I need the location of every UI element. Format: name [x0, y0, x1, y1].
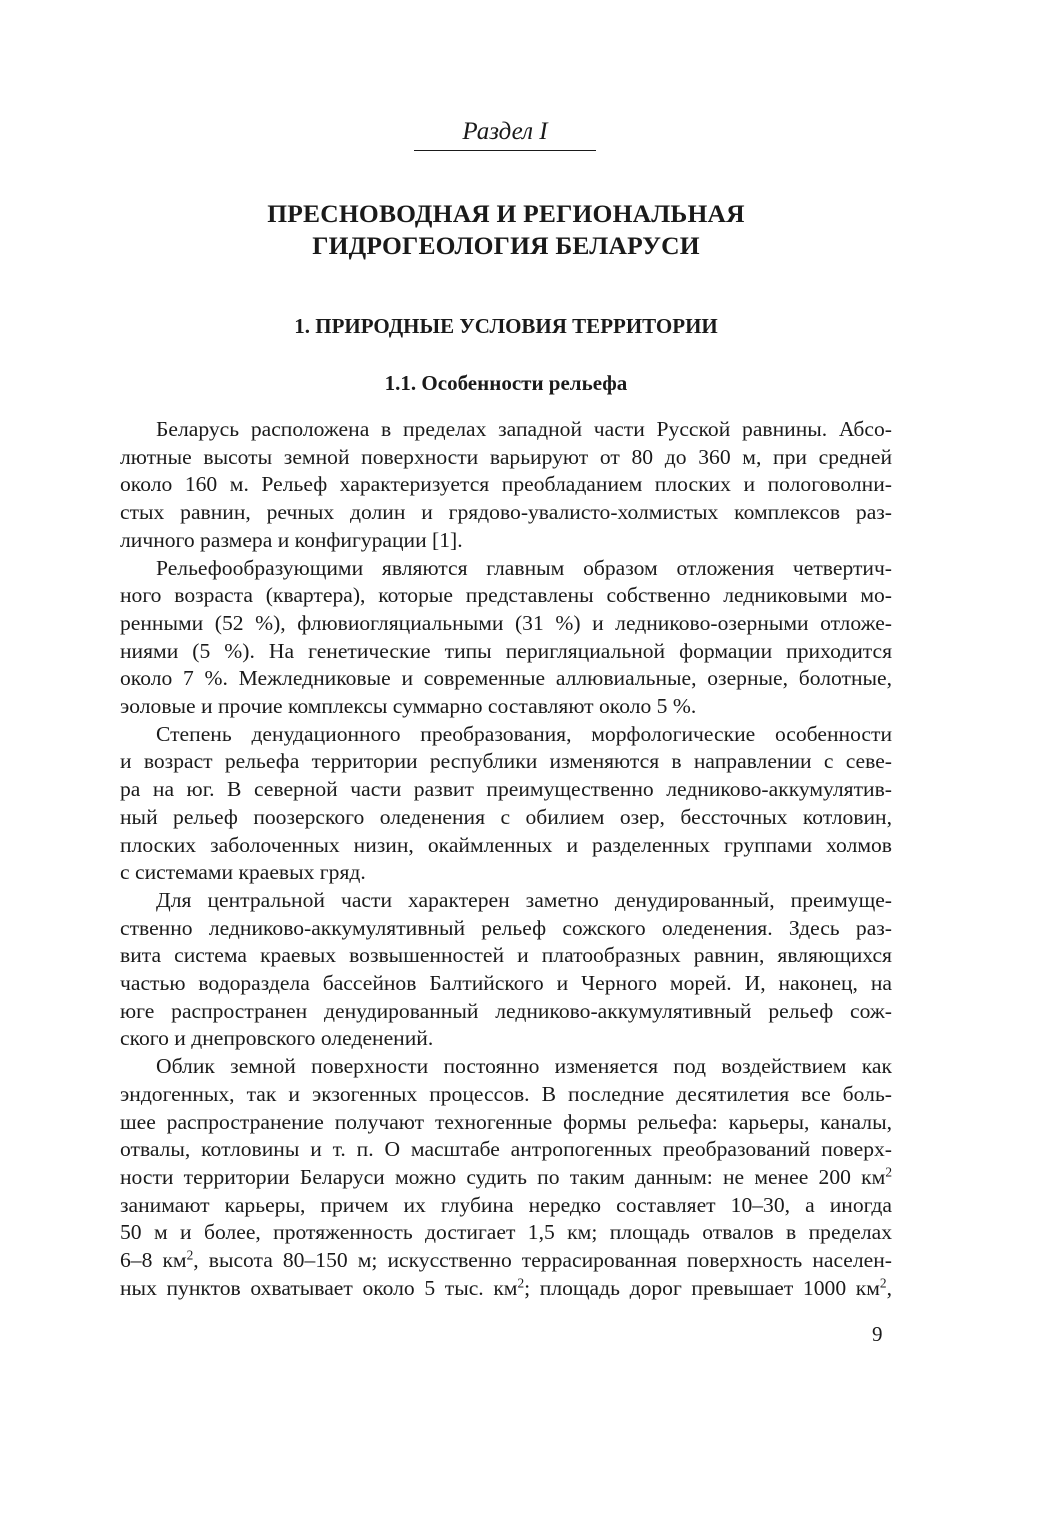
text-line: ского и днепровского оледенений.	[120, 1026, 434, 1051]
text-line: отвалы, котловины и т. п. О масштабе антропогенных преобразований поверх-	[120, 1137, 892, 1162]
paragraph	[120, 721, 892, 887]
text-line: занимают карьеры, причем их глубина нередко составляет 10–30, а иногда	[120, 1192, 892, 1217]
main-title-line: ГИДРОГЕОЛОГИЯ БЕЛАРУСИ	[312, 231, 700, 260]
text-line: ного возраста (квартера), которые представлены собственно ледниковыми мо-	[120, 583, 892, 608]
text-line: ный рельеф поозерского оледенения с обилием озер, бессточных котловин,	[120, 804, 892, 829]
text-line: Степень денудационного преобразования, морфологические особенности	[156, 721, 892, 746]
text-line: около 7 %. Межледниковые и современные аллювиальные, озерные, болотные,	[120, 666, 892, 691]
text-line: Облик земной поверхности постоянно изменяется под воздействием как	[156, 1054, 892, 1079]
chapter-title: 1. ПРИРОДНЫЕ УСЛОВИЯ ТЕРРИТОРИИ	[294, 314, 718, 338]
text-line: стых равнин, речных долин и грядово-увалисто-холмистых комплексов раз-	[120, 500, 892, 525]
text-line: с системами краевых гряд.	[120, 860, 366, 885]
main-title	[120, 198, 892, 262]
text-line: эндогенных, так и экзогенных процессов. В последние десятилетия все боль-	[120, 1081, 892, 1106]
page-number: 9	[872, 1322, 883, 1346]
subsection-title: 1.1. Особенности рельефа	[384, 371, 628, 395]
paragraph	[120, 555, 892, 721]
text-line: Беларусь расположена в пределах западной части Русской равнины. Абсо-	[156, 417, 892, 441]
text-line: ных пунктов охватывает около 5 тыс. $км^2$; площадь дорог превышает 1000 $км^2$,	[120, 1275, 892, 1300]
text-line: ренными (52 %), флювиогляциальными (31 %) и ледниково-озерными отложе-	[120, 610, 892, 635]
text-line: вита система краевых возвышенностей и платообразных равнин, являющихся	[120, 943, 892, 968]
main-title-line: ПРЕСНОВОДНАЯ И РЕГИОНАЛЬНАЯ	[267, 199, 745, 228]
paragraph	[120, 887, 892, 1053]
text-line: плоских заболоченных низин, окаймленных и разделенных группами холмов	[120, 832, 892, 857]
text-line: ственно ледниково-аккумулятивный рельеф сожского оледенения. Здесь раз-	[120, 915, 892, 940]
text-line: эоловые и прочие комплексы суммарно составляют около 5 %.	[120, 694, 697, 719]
text-line: ности территории Беларуси можно судить по таким данным: не менее 200 $км^2$	[120, 1164, 892, 1189]
paragraph	[120, 1053, 892, 1302]
text-line: Для центральной части характерен заметно денудированный, преимуще-	[156, 887, 892, 912]
text-line: ра на юг. В северной части развит преимущественно ледниково-аккумулятив-	[120, 777, 892, 802]
text-line: ниями (5 %). На генетические типы перигляциальной формации приходится	[120, 638, 892, 663]
text-line: юге распространен денудированный ледниково-аккумулятивный рельеф сож-	[120, 998, 892, 1023]
text-line: 6–8 $км^2$, высота 80–150 м; искусственно террасированная поверхность населен-	[120, 1247, 892, 1273]
text-line: шее распространение получают техногенные формы рельефа: карьеры, каналы,	[120, 1109, 892, 1134]
paragraph	[120, 416, 892, 555]
text-line: 50 м и более, протяженность достигает 1,5 км; площадь отвалов в пределах	[120, 1220, 892, 1245]
section-label: Раздел I	[414, 118, 596, 151]
text-line: личного размера и конфигурации [1].	[120, 527, 463, 552]
text-line: около 160 м. Рельеф характеризуется преобладанием плоских и пологоволни-	[120, 472, 892, 497]
text-line: Рельефообразующими являются главным образом отложения четвертич-	[156, 555, 892, 580]
text-line: и возраст рельефа территории республики изменяются в направлении с севе-	[120, 749, 892, 774]
text-line: частью водораздела бассейнов Балтийского и Черного морей. И, наконец, на	[120, 971, 892, 996]
text-line: лютные высоты земной поверхности варьируют от 80 до 360 м, при средней	[120, 444, 892, 469]
body-text	[120, 416, 892, 1303]
